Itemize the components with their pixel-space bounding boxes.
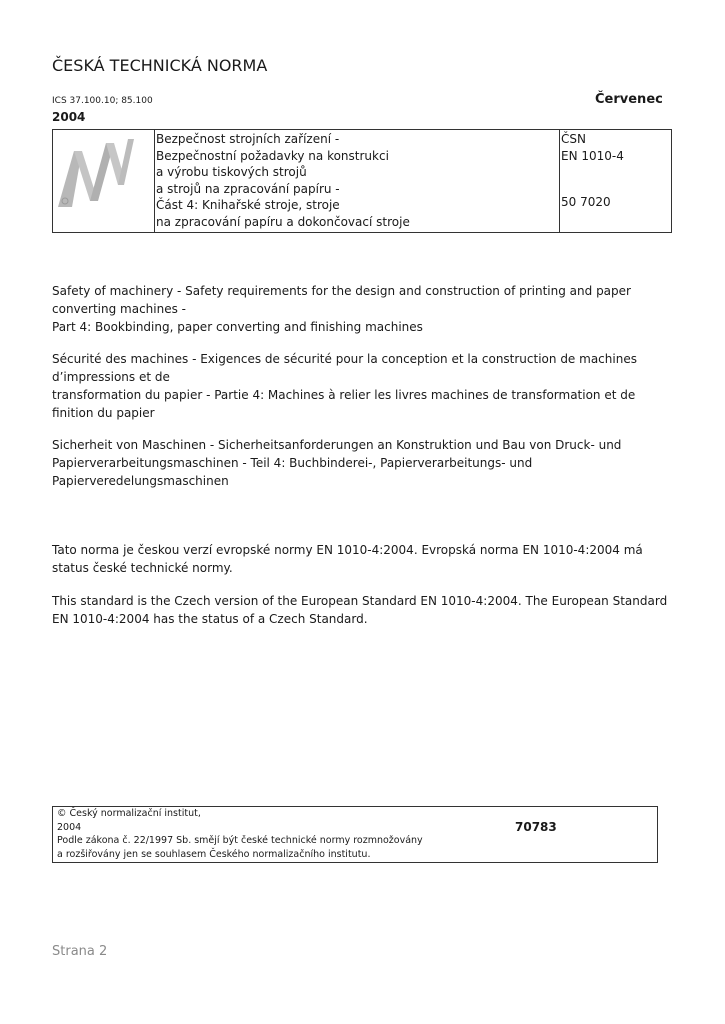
csni-logo-icon (52, 129, 155, 233)
class-number: 50 7020 (561, 195, 611, 209)
copyright-line: 2004 (57, 821, 82, 833)
standard-code-line: EN 1010-4 (561, 148, 624, 163)
logo-cell (52, 129, 155, 233)
text-line: Papierveredelungsmaschinen (52, 474, 229, 488)
table-divider (559, 129, 560, 233)
german-title (52, 436, 677, 490)
text-line: transformation du papier - Partie 4: Machines à relier les livres machines de transformation et de (52, 388, 636, 402)
standard-title (156, 131, 556, 230)
title-line: Bezpečnost strojních zařízení - (156, 132, 340, 146)
text-line: d’impressions et de (52, 370, 170, 384)
title-line: na zpracování papíru a dokončovací stroje (156, 214, 410, 229)
text-line: Tato norma je českou verzí evropské normy EN 1010-4:2004. Evropská norma EN 1010-4:2004 má (52, 543, 643, 557)
title-line: a strojů na zpracování papíru - (156, 181, 340, 196)
copyright-line: a rozšiřovány jen se souhlasem Českého normalizačního institutu. (57, 848, 371, 860)
page-number: Strana 2 (52, 944, 108, 959)
text-line: finition du papier (52, 406, 155, 420)
ics-code: ICS 37.100.10; 85.100 (52, 96, 153, 106)
copyright-text (57, 807, 423, 861)
text-line: Safety of machinery - Safety requirements for the design and construction of printing and paper (52, 284, 631, 298)
text-line: Sécurité des machines - Exigences de sécurité pour la conception et la construction de machines (52, 352, 637, 366)
copyright-line: © Český normalizační institut, (57, 808, 201, 819)
standard-code (561, 131, 624, 164)
publication-year: 2004 (52, 110, 86, 124)
document-heading: ČESKÁ TECHNICKÁ NORMA (52, 56, 268, 75)
title-line: Bezpečnostní požadavky na konstrukci (156, 148, 389, 163)
title-line: a výrobu tiskových strojů (156, 165, 307, 179)
publication-month: Červenec (595, 92, 663, 107)
czech-status (52, 541, 677, 577)
title-line: Část 4: Knihařské stroje, stroje (156, 198, 340, 212)
text-line: EN 1010-4:2004 has the status of a Czech Standard. (52, 612, 368, 626)
text-line: status české technické normy. (52, 561, 233, 575)
french-title (52, 350, 677, 422)
english-title (52, 282, 677, 336)
standard-code-line: ČSN (561, 132, 586, 146)
text-line: Papierverarbeitungsmaschinen - Teil 4: Buchbinderei-, Papierverarbeitungs- und (52, 456, 533, 470)
text-line: converting machines - (52, 302, 187, 316)
catalog-number: 70783 (515, 820, 557, 834)
english-status (52, 592, 677, 628)
text-line: Part 4: Bookbinding, paper converting and finishing machines (52, 320, 423, 334)
text-line: This standard is the Czech version of the European Standard EN 1010-4:2004. The European Standard (52, 594, 668, 608)
copyright-line: Podle zákona č. 22/1997 Sb. smějí být české technické normy rozmnožovány (57, 835, 423, 846)
text-line: Sicherheit von Maschinen - Sicherheitsanforderungen an Konstruktion und Bau von Druck- und (52, 438, 622, 452)
